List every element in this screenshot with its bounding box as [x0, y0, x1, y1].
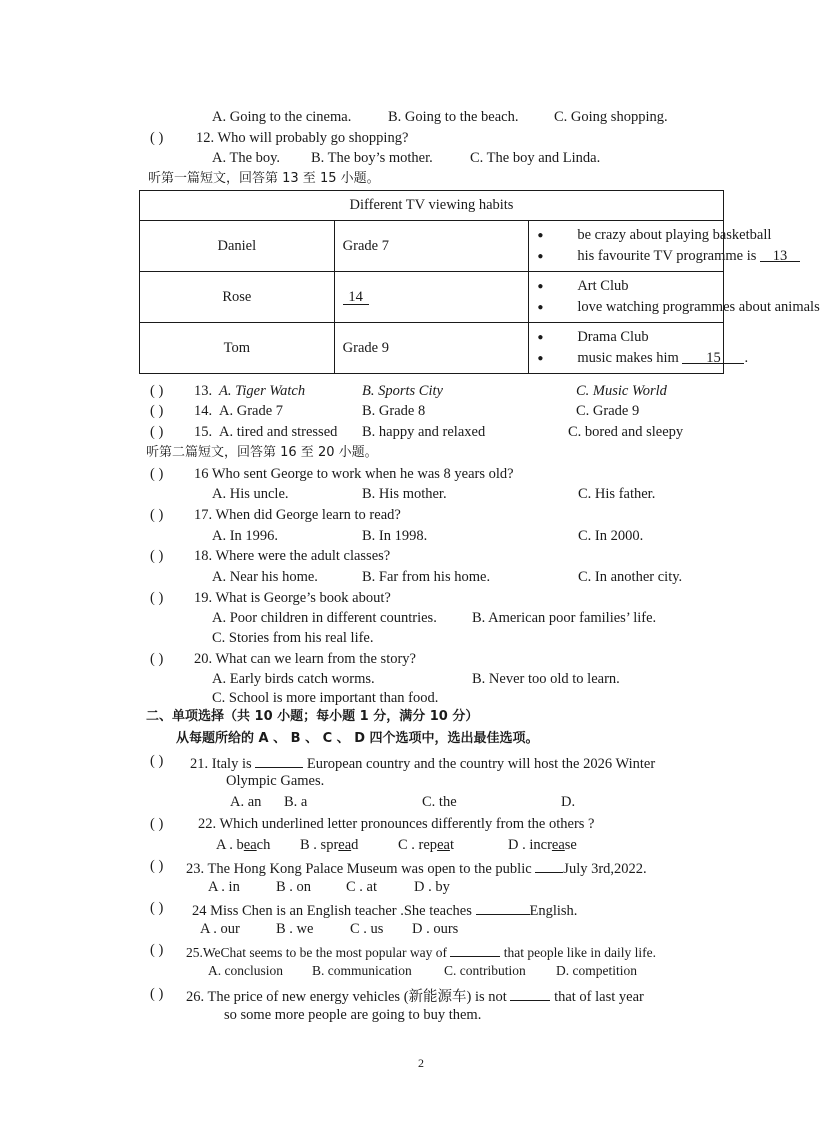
row-grade: [334, 272, 529, 323]
q21-stem-line2: Olympic Games.: [226, 773, 325, 789]
q12-option-a[interactable]: A. The boy.: [212, 150, 281, 166]
q17-option-c[interactable]: C. In 2000.: [578, 528, 644, 544]
q19-option-a[interactable]: A. Poor children in different countries.: [212, 610, 437, 626]
q24-option-a[interactable]: A . our: [200, 921, 240, 937]
q26-stem-line2: so some more people are going to buy them.: [224, 1007, 482, 1023]
row-details: [529, 221, 788, 272]
q15-answer-paren[interactable]: ( ): [150, 424, 164, 440]
bullet-item: ● love watching programmes about animals: [529, 297, 723, 318]
q11-option-b[interactable]: B. Going to the beach.: [388, 109, 519, 125]
q14-number: 14.: [194, 403, 213, 419]
q18-stem: 18. Where were the adult classes?: [194, 548, 391, 564]
bullet-item: ● Art Club: [529, 276, 723, 297]
q21-option-c[interactable]: C. the: [422, 794, 457, 810]
q21-option-b[interactable]: B. a: [284, 794, 308, 810]
q21-blank[interactable]: [255, 752, 303, 768]
q26-blank[interactable]: [510, 985, 550, 1001]
q12-stem: 12. Who will probably go shopping?: [196, 130, 409, 146]
row-name: Daniel: [140, 221, 335, 272]
q19-option-b[interactable]: B. American poor families’ life.: [472, 610, 657, 626]
passage2-instruction: 听第二篇短文，回答第 16 至 20 小题。: [146, 445, 378, 460]
q21-answer-paren[interactable]: ( ): [150, 753, 164, 769]
q13-option-c[interactable]: C. Music World: [576, 383, 667, 399]
q22-option-b[interactable]: B . spread: [300, 837, 359, 853]
q24-stem: 24 Miss Chen is an English teacher .She teaches English.: [192, 899, 577, 920]
q25-option-a[interactable]: A. conclusion: [208, 963, 283, 978]
q23-stem: 23. The Hong Kong Palace Museum was open to the public July 3rd,2022.: [186, 857, 647, 878]
bullet-item: ● his favourite TV programme is 13: [529, 246, 723, 267]
q23-option-a[interactable]: A . in: [208, 879, 240, 895]
q24-option-c[interactable]: C . us: [350, 921, 384, 937]
q16-option-a[interactable]: A. His uncle.: [212, 486, 289, 502]
row-name: Tom: [140, 323, 335, 374]
q12-option-c[interactable]: C. The boy and Linda.: [470, 150, 601, 166]
q18-answer-paren[interactable]: ( ): [150, 548, 164, 564]
q22-option-d[interactable]: D . increase: [508, 837, 577, 853]
q13-answer-paren[interactable]: ( ): [150, 383, 164, 399]
section2-title: 二、单项选择（共 10 小题；每小题 1 分，满分 10 分）: [146, 709, 479, 724]
q21-stem: 21. Italy is European country and the country will host the 2026 Winter: [190, 752, 655, 773]
q23-answer-paren[interactable]: ( ): [150, 858, 164, 874]
q14-option-a[interactable]: A. Grade 7: [219, 403, 284, 419]
q22-stem: 22. Which underlined letter pronounces differently from the others ?: [198, 816, 595, 832]
table-row-daniel: [140, 221, 724, 272]
q25-answer-paren[interactable]: ( ): [150, 942, 164, 958]
table-row-tom: [140, 323, 724, 374]
q16-option-c[interactable]: C. His father.: [578, 486, 656, 502]
section2-instruction: 从每题所给的 A 、 B 、 C 、 D 四个选项中，选出最佳选项。: [176, 731, 539, 746]
q13-option-a[interactable]: A. Tiger Watch: [219, 383, 306, 399]
q15-option-b[interactable]: B. happy and relaxed: [362, 424, 486, 440]
q11-option-a[interactable]: A. Going to the cinema.: [212, 109, 352, 125]
q23-option-c[interactable]: C . at: [346, 879, 378, 895]
table-title: Different TV viewing habits: [140, 191, 724, 221]
q25-blank[interactable]: [450, 941, 500, 957]
q23-option-b[interactable]: B . on: [276, 879, 312, 895]
q15-option-a[interactable]: A. tired and stressed: [219, 424, 338, 440]
q17-answer-paren[interactable]: ( ): [150, 507, 164, 523]
page-number: 2: [418, 1056, 424, 1070]
q16-stem: 16 Who sent George to work when he was 8 years old?: [194, 466, 514, 482]
q17-option-a[interactable]: A. In 1996.: [212, 528, 279, 544]
q22-option-c[interactable]: C . repeat: [398, 837, 454, 853]
bullet-item: ● Drama Club: [529, 327, 723, 348]
table-row-rose: [140, 272, 724, 323]
q16-option-b[interactable]: B. His mother.: [362, 486, 447, 502]
q18-option-a[interactable]: A. Near his home.: [212, 569, 318, 585]
q23-option-d[interactable]: D . by: [414, 879, 450, 895]
q20-stem: 20. What can we learn from the story?: [194, 651, 416, 667]
q15-option-c[interactable]: C. bored and sleepy: [568, 424, 684, 440]
q19-option-c[interactable]: C. Stories from his real life.: [212, 630, 374, 646]
q21-option-d[interactable]: D.: [561, 794, 576, 810]
q25-option-c[interactable]: C. contribution: [444, 963, 526, 978]
q12-option-b[interactable]: B. The boy’s mother.: [311, 150, 433, 166]
q14-option-b[interactable]: B. Grade 8: [362, 403, 426, 419]
passage1-instruction: 听第一篇短文，回答第 13 至 15 小题。: [148, 171, 380, 186]
q22-answer-paren[interactable]: ( ): [150, 816, 164, 832]
q14-option-c[interactable]: C. Grade 9: [576, 403, 640, 419]
q20-answer-paren[interactable]: ( ): [150, 651, 164, 667]
bullet-item: ● be crazy about playing basketball: [529, 225, 723, 246]
q24-answer-paren[interactable]: ( ): [150, 900, 164, 916]
q23-blank[interactable]: [535, 857, 563, 873]
q24-option-d[interactable]: D . ours: [412, 921, 459, 937]
q20-option-a[interactable]: A. Early birds catch worms.: [212, 671, 375, 687]
row-name: Rose: [140, 272, 335, 323]
q26-stem: 26. The price of new energy vehicles (新能源车) is not that of last year: [186, 985, 644, 1006]
q20-option-c[interactable]: C. School is more important than food.: [212, 690, 439, 706]
row-details: [529, 272, 820, 323]
q25-option-b[interactable]: B. communication: [312, 963, 412, 978]
row-details: [529, 323, 749, 374]
bullet-item: ● music makes him 15 .: [529, 348, 723, 369]
q13-number: 13.: [194, 383, 213, 399]
q24-blank[interactable]: [476, 899, 530, 915]
q24-option-b[interactable]: B . we: [276, 921, 314, 937]
blank-15[interactable]: 15: [682, 348, 744, 364]
q16-answer-paren[interactable]: ( ): [150, 466, 164, 482]
q20-option-b[interactable]: B. Never too old to learn.: [472, 671, 620, 687]
q26-answer-paren[interactable]: ( ): [150, 986, 164, 1002]
q15-number: 15.: [194, 424, 213, 440]
q11-option-c[interactable]: C. Going shopping.: [554, 109, 668, 125]
q13-option-b[interactable]: B. Sports City: [362, 383, 443, 399]
row-grade: Grade 9: [334, 323, 529, 374]
q21-option-a[interactable]: A. an: [230, 794, 262, 810]
q22-option-a[interactable]: A . beach: [216, 837, 271, 853]
q25-option-d[interactable]: D. competition: [556, 963, 637, 978]
row-grade: Grade 7: [334, 221, 529, 272]
q25-stem: 25.WeChat seems to be the most popular way of that people like in daily life.: [186, 941, 656, 962]
q19-answer-paren[interactable]: ( ): [150, 590, 164, 606]
blank-13[interactable]: 13: [760, 246, 800, 262]
q17-stem: 17. When did George learn to read?: [194, 507, 401, 523]
q19-stem: 19. What is George’s book about?: [194, 590, 391, 606]
blank-14[interactable]: 14: [343, 289, 369, 305]
q17-option-b[interactable]: B. In 1998.: [362, 528, 428, 544]
tv-habits-table: [139, 190, 820, 374]
q12-answer-paren[interactable]: ( ): [150, 130, 164, 146]
q18-option-c[interactable]: C. In another city.: [578, 569, 683, 585]
q18-option-b[interactable]: B. Far from his home.: [362, 569, 491, 585]
q14-answer-paren[interactable]: ( ): [150, 403, 164, 419]
